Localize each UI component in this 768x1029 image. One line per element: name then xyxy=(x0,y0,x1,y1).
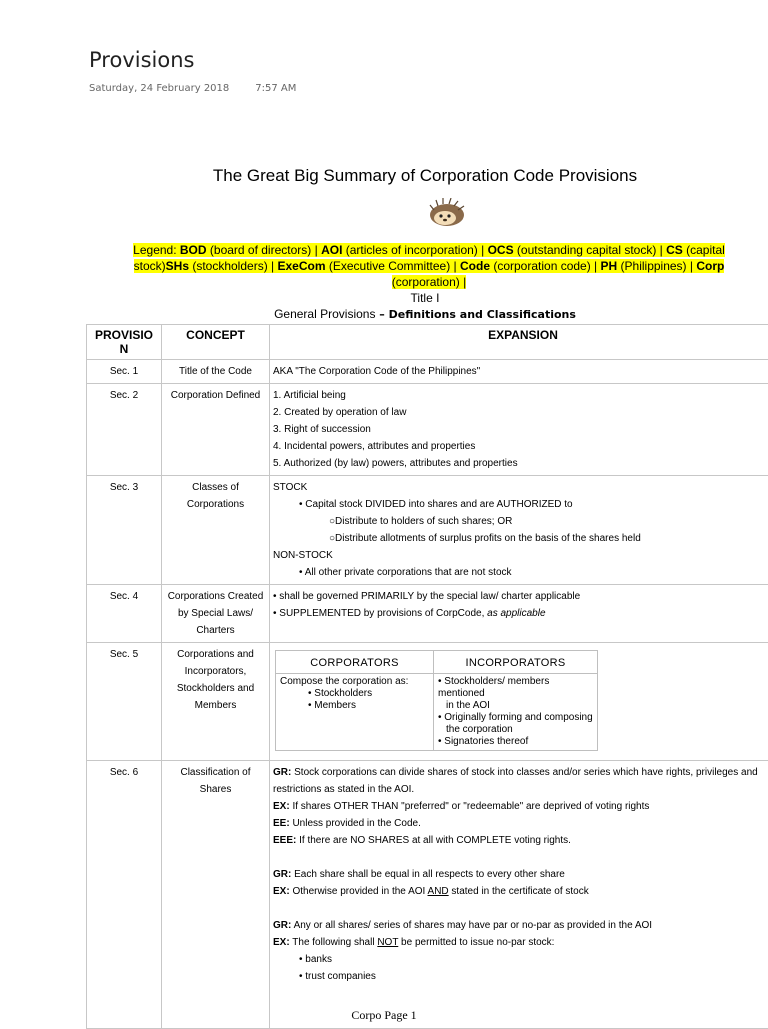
list-item: • Members xyxy=(280,700,429,712)
list-item: 5. Authorized (by law) powers, attributes and properties xyxy=(273,455,768,472)
list-item: ○Distribute allotments of surplus profits on the basis of the shares held xyxy=(273,530,768,547)
legend xyxy=(108,242,750,290)
rule-text: If shares OTHER THAN "preferred" or "redeemable" are deprived of voting rights xyxy=(290,801,650,812)
header-expansion: EXPANSION xyxy=(270,325,768,360)
rule-label: GR: xyxy=(273,767,291,778)
expansion-cell xyxy=(270,384,768,476)
page-footer: Corpo Page 1 xyxy=(0,1008,768,1023)
legend-abbr: ExeCom xyxy=(277,259,325,273)
legend-desc: (corporation code) | xyxy=(490,259,601,273)
list-item: • trust companies xyxy=(273,968,768,985)
subheading-normal: General Provisions xyxy=(274,307,375,321)
list-item: • Signatories thereof xyxy=(438,736,593,748)
concept-cell: Title of the Code xyxy=(162,360,270,384)
line-text: • SUPPLEMENTED by provisions of CorpCode, xyxy=(273,608,487,619)
rule-text: Each share shall be equal in all respects to every other share xyxy=(291,869,565,880)
list-item: 1. Artificial being xyxy=(273,387,768,404)
rule-line xyxy=(273,764,768,798)
note-title: Provisions xyxy=(89,48,194,72)
rule-text: The following shall xyxy=(290,937,378,948)
provision-cell: Sec. 2 xyxy=(87,384,162,476)
rule-label: EX: xyxy=(273,886,290,897)
subheading-bold: – Definitions and Classifications xyxy=(375,308,575,321)
legend-desc: (Executive Committee) | xyxy=(326,259,460,273)
legend-abbr: AOI xyxy=(321,243,342,257)
rule-line xyxy=(273,798,768,815)
list-item: • Originally forming and composing xyxy=(438,712,593,724)
incorporators-header: INCORPORATORS xyxy=(434,651,598,674)
provision-cell: Sec. 3 xyxy=(87,476,162,585)
legend-desc: (corporation) | xyxy=(392,275,466,289)
expansion-cell xyxy=(270,643,768,761)
concept-cell: Classes of Corporations xyxy=(162,476,270,585)
rule-text: Unless provided in the Code. xyxy=(290,818,421,829)
provision-cell: Sec. 1 xyxy=(87,360,162,384)
list-item: the corporation xyxy=(438,724,593,736)
table-header-row xyxy=(87,325,768,360)
rule-line xyxy=(273,815,768,832)
legend-desc: (articles of incorporation) | xyxy=(342,243,487,257)
rule-line xyxy=(273,934,768,951)
rule-text: Otherwise provided in the AOI xyxy=(290,886,428,897)
provisions-table xyxy=(86,324,768,1029)
provision-cell: Sec. 5 xyxy=(87,643,162,761)
legend-abbr: OCS xyxy=(488,243,514,257)
legend-abbr: BOD xyxy=(180,243,207,257)
rule-text: be permitted to issue no-par stock: xyxy=(398,937,554,948)
rule-text: stated in the certificate of stock xyxy=(449,886,589,897)
list-item xyxy=(273,605,768,622)
header-concept: CONCEPT xyxy=(162,325,270,360)
list-item: in the AOI xyxy=(438,700,593,712)
table-row xyxy=(87,384,768,476)
rule-line xyxy=(273,883,768,900)
list-item: 4. Incidental powers, attributes and properties xyxy=(273,438,768,455)
expansion-cell xyxy=(270,476,768,585)
title-heading: Title I xyxy=(0,291,768,305)
legend-desc: (Philippines) | xyxy=(617,259,696,273)
list-item: • Stockholders xyxy=(280,688,429,700)
provision-cell: Sec. 6 xyxy=(87,761,162,1029)
corporators-cell xyxy=(276,674,434,751)
table-row xyxy=(87,761,768,1029)
provision-cell: Sec. 4 xyxy=(87,585,162,643)
note-time: 7:57 AM xyxy=(255,83,296,94)
list-item: • shall be governed PRIMARILY by the special law/ charter applicable xyxy=(273,588,768,605)
corporators-table xyxy=(275,650,598,751)
rule-line xyxy=(273,866,768,883)
legend-desc: (board of directors) | xyxy=(207,243,322,257)
table-row xyxy=(87,643,768,761)
concept-cell: Corporation Defined xyxy=(162,384,270,476)
rule-text: If there are NO SHARES at all with COMPLETE voting rights. xyxy=(296,835,571,846)
table-row xyxy=(87,360,768,384)
incorporators-cell xyxy=(434,674,598,751)
rule-label: EE: xyxy=(273,818,290,829)
table-row xyxy=(87,585,768,643)
rule-text: Any or all shares/ series of shares may have par or no-par as provided in the AOI xyxy=(291,920,652,931)
italic-text: as applicable xyxy=(487,608,545,619)
nonstock-heading: NON-STOCK xyxy=(273,547,768,564)
rule-label: GR: xyxy=(273,869,291,880)
rule-line xyxy=(273,832,768,849)
rule-line xyxy=(273,917,768,934)
list-item: • banks xyxy=(273,951,768,968)
document-title: The Great Big Summary of Corporation Code Provisions xyxy=(0,166,768,186)
legend-desc: (stockholders) | xyxy=(189,259,277,273)
list-item: • Stockholders/ members mentioned xyxy=(438,676,593,700)
expansion-cell xyxy=(270,585,768,643)
rule-label: EX: xyxy=(273,801,290,812)
legend-abbr: Code xyxy=(460,259,490,273)
list-item: • All other private corporations that are not stock xyxy=(273,564,768,581)
list-item: Compose the corporation as: xyxy=(280,676,429,688)
corporators-header: CORPORATORS xyxy=(276,651,434,674)
note-date: Saturday, 24 February 2018 xyxy=(89,83,229,94)
legend-abbr: SHs xyxy=(166,259,189,273)
legend-abbr: PH xyxy=(601,259,618,273)
concept-cell: Corporations Created by Special Laws/ Charters xyxy=(162,585,270,643)
note-timestamp xyxy=(89,83,296,94)
hedgehog-icon xyxy=(428,198,466,228)
list-item: 2. Created by operation of law xyxy=(273,404,768,421)
concept-cell: Classification of Shares xyxy=(162,761,270,1029)
section-subheading xyxy=(0,307,768,321)
legend-desc: (outstanding capital stock) | xyxy=(514,243,667,257)
rule-label: EX: xyxy=(273,937,290,948)
header-provision: PROVISIO N xyxy=(87,325,162,360)
expansion-cell: AKA "The Corporation Code of the Philippines" xyxy=(270,360,768,384)
list-item: ○Distribute to holders of such shares; OR xyxy=(273,513,768,530)
list-item: 3. Right of succession xyxy=(273,421,768,438)
rule-label: GR: xyxy=(273,920,291,931)
stock-heading: STOCK xyxy=(273,479,768,496)
expansion-cell xyxy=(270,761,768,1029)
rule-label: EEE: xyxy=(273,835,296,846)
list-item: • Capital stock DIVIDED into shares and are AUTHORIZED to xyxy=(273,496,768,513)
legend-abbr: CS xyxy=(666,243,683,257)
concept-cell: Corporations and Incorporators, Stockholders and Members xyxy=(162,643,270,761)
legend-abbr: Corp xyxy=(696,259,724,273)
rule-text: Stock corporations can divide shares of stock into classes and/or series which have rights, privileges and restrictions as stated in the AOI. xyxy=(273,767,758,795)
legend-prefix: Legend: xyxy=(133,243,180,257)
underlined-text: AND xyxy=(428,886,449,897)
underlined-text: NOT xyxy=(377,937,398,948)
legend-desc: (capital stock) xyxy=(134,243,725,273)
table-row xyxy=(87,476,768,585)
